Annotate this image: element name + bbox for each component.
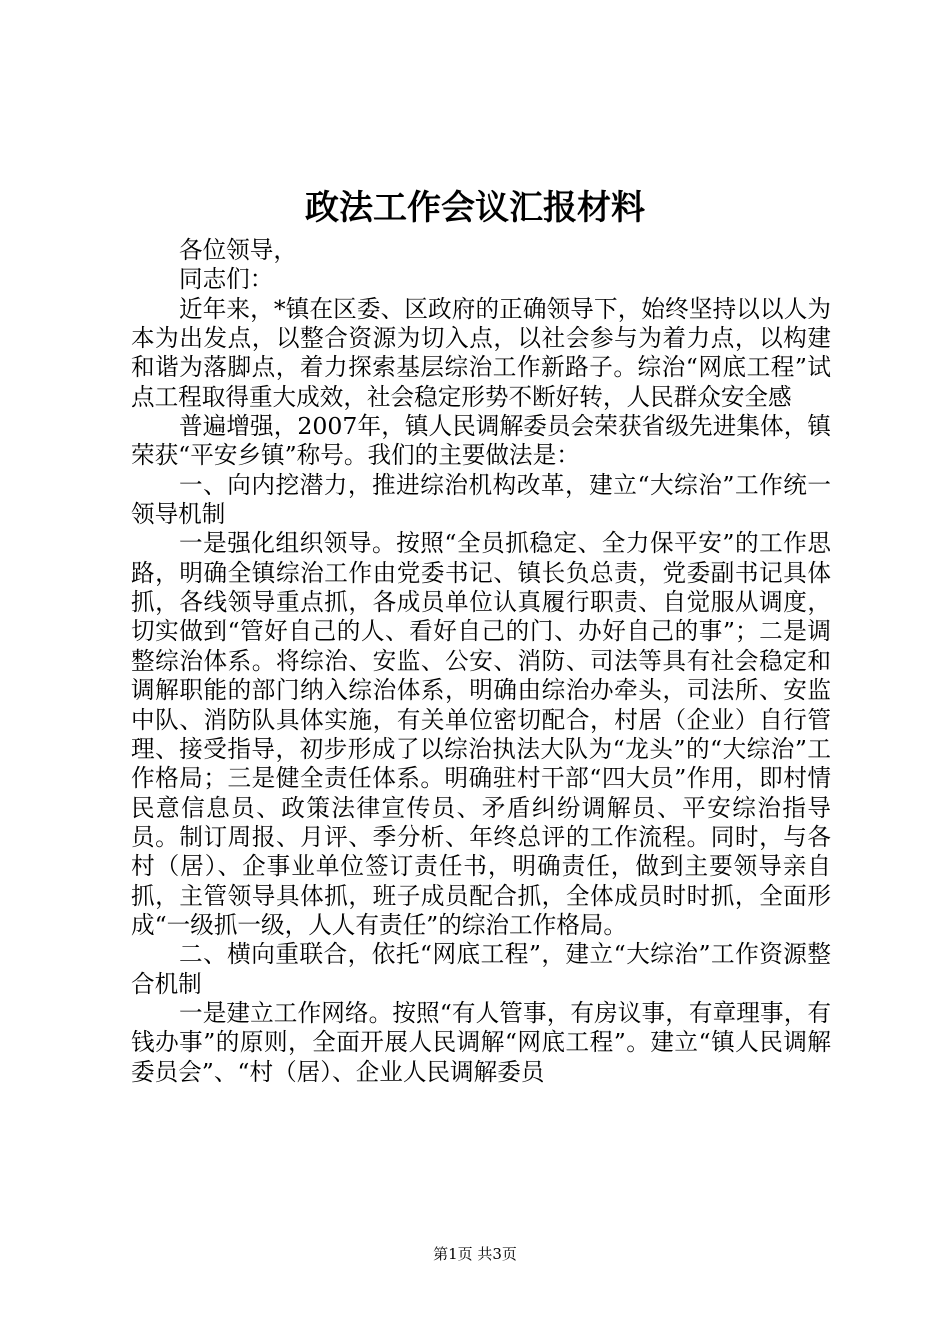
document-title: 政法工作会议汇报材料 xyxy=(305,188,645,228)
paragraph: 一是建立工作网络。按照“有人管事，有房议事，有章理事，有钱办事”的原则，全面开展人民调解“网底工程”。建立“镇人民调解委员会”、“村（居）、企业人民调解委员 xyxy=(131,998,831,1086)
paragraph: 普遍增强，2007年，镇人民调解委员会荣获省级先进集体，镇荣获“平安乡镇”称号。我们的主要做法是： xyxy=(131,412,831,470)
paragraph: 一是强化组织领导。按照“全员抓稳定、全力保平安”的工作思路，明确全镇综治工作由党委书记、镇长负总责，党委副书记具体抓，各线领导重点抓，各成员单位认真履行职责、自觉服从调度，切实做到“管好自己的人、看好自己的门、办好自己的事”；二是调整综治体系。将综治、安监、公安、消防、司法等具有社会稳定和调解职能的部门纳入综治体系，明确由综治办牵头，司法所、安监中队、消防队具体实施，有关单位密切配合，村居（企业）自行管理、接受指导，初步形成了以综治执法大队为“龙头”的“大综治”工作格局；三是健全责任体系。明确驻村干部“四大员”作用，即村情民意信息员、政策法律宣传员、矛盾纠纷调解员、平安综治指导员。制订周报、月评、季分析、年终总评的工作流程。同时，与各村（居）、企事业单位签订责任书，明确责任，做到主要领导亲自抓，主管领导具体抓，班子成员配合抓，全体成员时时抓，全面形成“一级抓一级，人人有责任”的综治工作格局。 xyxy=(131,529,831,939)
paragraph: 近年来，*镇在区委、区政府的正确领导下，始终坚持以以人为本为出发点，以整合资源为切入点，以社会参与为着力点，以构建和谐为落脚点，着力探索基层综治工作新路子。综治“网底工程”试点工程取得重大成效，社会稳定形势不断好转，人民群众安全感 xyxy=(131,294,831,411)
page-number-footer: 第1页 共3页 xyxy=(433,1245,517,1263)
paragraph: 同志们： xyxy=(179,265,274,294)
paragraph: 二、横向重联合，依托“网底工程”，建立“大综治”工作资源整合机制 xyxy=(131,940,831,998)
document-body xyxy=(131,236,831,1087)
paragraph: 一、向内挖潜力，推进综治机构改革，建立“大综治”工作统一领导机制 xyxy=(131,470,831,529)
paragraph: 各位领导， xyxy=(179,236,297,264)
